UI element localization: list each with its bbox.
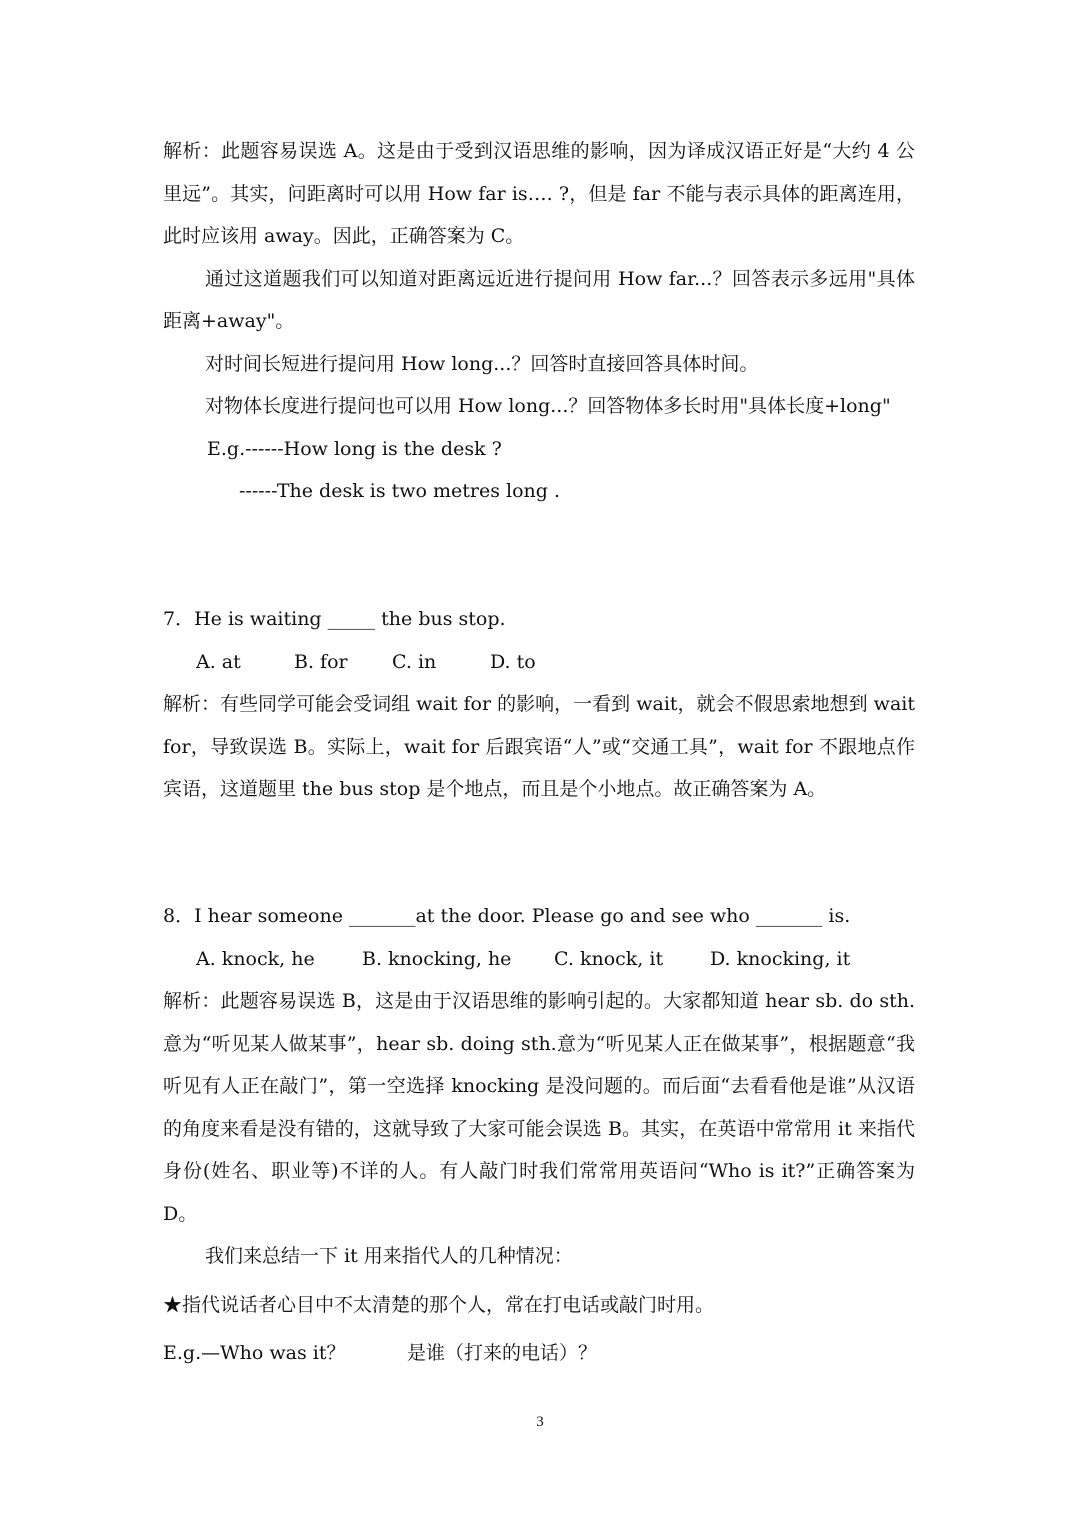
- question-text: 7．He is waiting _____ the bus stop.: [163, 608, 506, 630]
- summary-paragraph: 对时间长短进行提问用 How long...？回答时直接回答具体时间。: [205, 352, 759, 375]
- bullet-point: ★指代说话者心目中不太清楚的那个人，常在打电话或敲门时用。: [163, 1293, 715, 1316]
- question-7: [163, 598, 915, 811]
- summary-paragraph: 通过这道题我们可以知道对距离远近进行提问用 How far...？回答表示多远用"具体距离+away"。: [163, 267, 915, 332]
- option-c: C. knock, it: [554, 947, 664, 970]
- summary-paragraph: 我们来总结一下 it 用来指代人的几种情况：: [205, 1245, 573, 1267]
- analysis-paragraph: 解析：有些同学可能会受词组 wait for 的影响，一看到 wait，就会不假思索地想到 wait for，导致误选 B。实际上，wait for 后跟宾语“人”或“交通工具”，wait for 不跟地点作宾语，这道题里 the bus stop 是个地点，而且是个小地点。故正确答案为 A。: [163, 693, 915, 800]
- option-b: B. for: [294, 650, 348, 673]
- options-row: [163, 938, 915, 981]
- example-line: ------The desk is two metres long .: [239, 480, 560, 502]
- summary-paragraph: 对物体长度进行提问也可以用 How long...？回答物体多长时用"具体长度+long": [205, 395, 891, 417]
- option-a: A. at: [196, 650, 241, 673]
- analysis-paragraph: 解析：此题容易误选 B，这是由于汉语思维的影响引起的。大家都知道 hear sb. do sth.意为“听见某人做某事”，hear sb. doing sth.意为“听见某人正在做某事”，根据题意“我听见有人正在敲门”，第一空选择 knocking 是没问题的。而后面“去看看他是谁”从汉语的角度来看是没有错的，这就导致了大家可能会误选 B。其实，在英语中常常用 it 来指代身份(姓名、职业等)不详的人。有人敲门时我们常常用英语问“Who is it?”正确答案为 D。: [163, 990, 915, 1225]
- option-d: D. to: [490, 650, 536, 673]
- option-a: A. knock, he: [196, 947, 315, 970]
- option-c: C. in: [392, 650, 437, 673]
- options-row: [163, 641, 915, 684]
- example-line: [163, 1332, 915, 1375]
- question-8: [163, 895, 915, 1375]
- example-english: E.g.—Who was it？: [163, 1342, 346, 1364]
- example-line: E.g.------How long is the desk ?: [207, 437, 502, 460]
- page-number: 3: [536, 1414, 544, 1430]
- example-chinese: 是谁（打来的电话）？: [407, 1342, 598, 1364]
- section-how-far: [163, 130, 915, 513]
- option-b: B. knocking, he: [362, 947, 512, 970]
- option-d: D. knocking, it: [710, 947, 851, 970]
- analysis-paragraph: 解析：此题容易误选 A。这是由于受到汉语思维的影响，因为译成汉语正好是“大约 4 公里远”。其实，问距离时可以用 How far is…. ?，但是 far 不能与表示具体的距离连用，此时应该用 away。因此，正确答案为 C。: [163, 140, 915, 247]
- question-text: 8．I hear someone _______at the door. Please go and see who _______ is.: [163, 905, 851, 927]
